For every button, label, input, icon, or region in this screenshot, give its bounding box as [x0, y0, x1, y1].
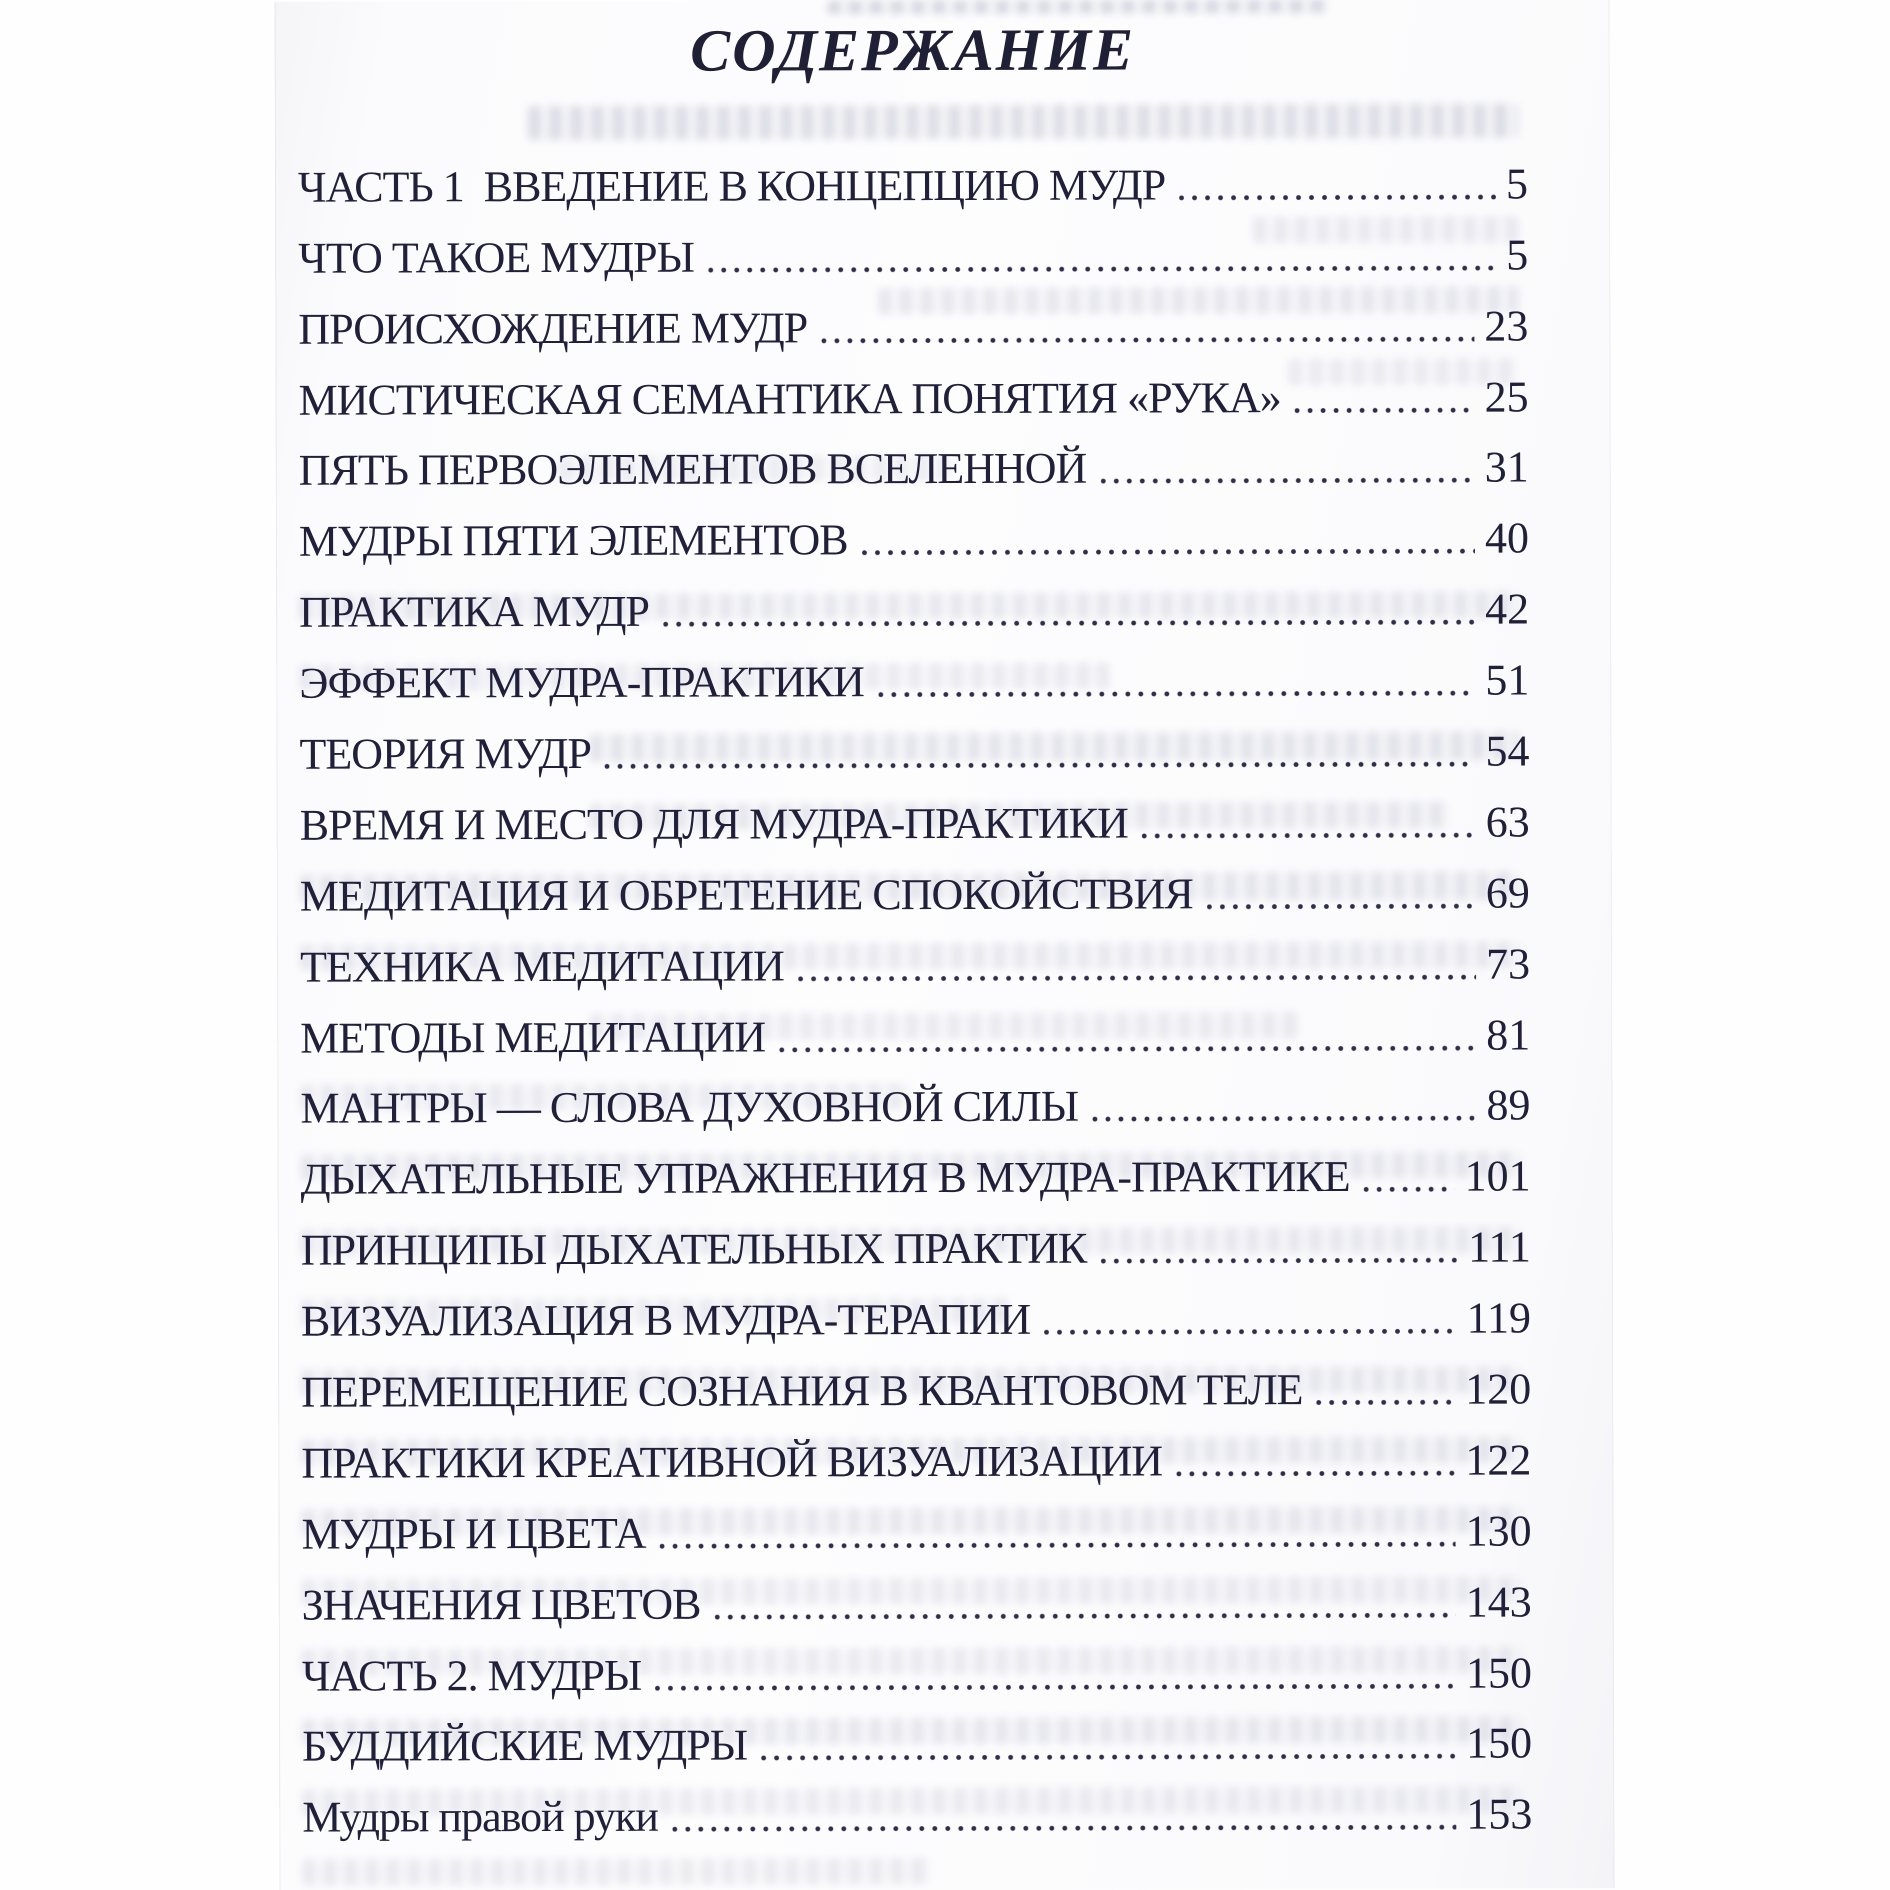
toc-entry-label: ВИЗУАЛИЗАЦИЯ В МУДРА-ТЕРАПИИ — [300, 1294, 1031, 1346]
toc-entry — [301, 1141, 1531, 1215]
toc-entry-label: ТЕХНИКА МЕДИТАЦИИ — [299, 941, 784, 992]
toc-entry-page-number: 120 — [1465, 1364, 1532, 1414]
toc-entry-label: ЭФФЕКТ МУДРА-ПРАКТИКИ — [299, 657, 864, 708]
toc-entry — [302, 1779, 1532, 1853]
toc-entry-label: МУДРЫ И ЦВЕТА — [301, 1508, 646, 1559]
toc-entry-page-number: 119 — [1466, 1293, 1532, 1343]
toc-entry — [298, 290, 1528, 364]
toc-entry-page-number: 40 — [1484, 513, 1530, 563]
bleed-through-artifact — [528, 103, 1518, 140]
toc-entry-label: МЕДИТАЦИЯ И ОБРЕТЕНИЕ СПОКОЙСТВИЯ — [299, 869, 1193, 921]
toc-entry — [301, 1354, 1531, 1428]
toc-entry-label: МАНТРЫ — СЛОВА ДУХОВНОЙ СИЛЫ — [300, 1082, 1079, 1134]
toc-title: СОДЕРЖАНИЕ — [690, 16, 1136, 84]
toc-dotted-leader — [672, 1825, 1456, 1832]
toc-dotted-leader — [605, 762, 1476, 769]
toc-entry — [298, 219, 1528, 293]
toc-entry-label: ПРИНЦИПЫ ДЫХАТЕЛЬНЫХ ПРАКТИК — [300, 1223, 1087, 1275]
bleed-through-artifact — [302, 1858, 932, 1886]
toc-entry-label: ВРЕМЯ И МЕСТО ДЛЯ МУДРА-ПРАКТИКИ — [299, 798, 1128, 850]
toc-entry-label: МИСТИЧЕСКАЯ СЕМАНТИКА ПОНЯТИЯ «РУКА» — [298, 372, 1281, 425]
toc-entry-page-number: 69 — [1485, 868, 1530, 918]
book-page — [275, 0, 1615, 1890]
toc-entry — [302, 1566, 1532, 1640]
toc-dotted-leader — [1295, 407, 1475, 412]
toc-entry-label: ПРАКТИКИ КРЕАТИВНОЙ ВИЗУАЛИЗАЦИИ — [301, 1436, 1163, 1488]
toc-entry-page-number: 31 — [1484, 442, 1529, 493]
toc-entry — [301, 1495, 1531, 1569]
toc-entry-page-number: 5 — [1505, 159, 1529, 209]
toc-entry-page-number: 130 — [1465, 1506, 1532, 1556]
toc-entry-page-number: 63 — [1485, 797, 1530, 847]
toc-entry-page-number: 51 — [1485, 655, 1530, 705]
toc-dotted-leader — [1176, 1471, 1455, 1477]
toc-entry-label: ДЫХАТЕЛЬНЫЕ УПРАЖНЕНИЯ В МУДРА-ПРАКТИКЕ — [300, 1152, 1350, 1205]
toc-dotted-leader — [1100, 1258, 1458, 1264]
toc-entry — [298, 361, 1528, 435]
toc-dotted-leader — [659, 1541, 1455, 1548]
toc-dotted-leader — [663, 620, 1475, 627]
toc-entry-page-number: 143 — [1465, 1577, 1532, 1627]
toc-entry — [301, 1283, 1531, 1357]
toc-entry-page-number: 89 — [1486, 1080, 1531, 1131]
toc-entry-page-number: 153 — [1466, 1789, 1533, 1840]
toc-entry-page-number: 42 — [1485, 584, 1530, 634]
toc-entry-page-number: 150 — [1466, 1718, 1533, 1769]
toc-entry-label: ЧАСТЬ 1 ВВЕДЕНИЕ В КОНЦЕПЦИЮ МУДР — [297, 160, 1166, 212]
toc-entry-label: Мудры правой руки — [302, 1792, 659, 1843]
toc-entry — [299, 645, 1529, 719]
toc-dotted-leader — [761, 1754, 1456, 1761]
toc-entry-label: ЗНАЧЕНИЯ ЦВЕТОВ — [301, 1579, 701, 1630]
toc-entry-label: ЧАСТЬ 2. МУДРЫ — [301, 1650, 642, 1701]
toc-entry-label: ПЕРЕМЕЩЕНИЕ СОЗНАНИЯ В КВАНТОВОМ ТЕЛЕ — [301, 1365, 1303, 1417]
toc-entry — [300, 1070, 1530, 1144]
toc-dotted-leader — [862, 549, 1475, 556]
toc-entry-label: БУДДИЙСКИЕ МУДРЫ — [302, 1721, 748, 1772]
toc-entry-page-number: 122 — [1465, 1435, 1532, 1485]
toc-entry — [299, 432, 1529, 506]
toc-entry-label: ЧТО ТАКОЕ МУДРЫ — [298, 232, 694, 283]
toc-entry-label: ПРАКТИКА МУДР — [299, 587, 650, 637]
toc-dotted-leader — [1092, 1116, 1476, 1122]
toc-dotted-leader — [798, 974, 1476, 981]
toc-dotted-leader — [1044, 1329, 1457, 1335]
toc-entry — [302, 1637, 1532, 1711]
toc-dotted-leader — [1179, 194, 1496, 200]
bleed-through-artifact — [828, 0, 1328, 14]
toc-entry — [299, 503, 1529, 577]
toc-entry — [301, 1424, 1531, 1498]
toc-entry-page-number: 54 — [1485, 726, 1530, 776]
toc-dotted-leader — [821, 336, 1474, 343]
toc-entry-page-number: 25 — [1484, 372, 1529, 422]
toc-entry — [299, 716, 1529, 790]
toc-entry — [298, 148, 1528, 222]
toc-entry-page-number: 111 — [1467, 1222, 1531, 1272]
toc-list — [298, 148, 1532, 1853]
toc-entry — [301, 1212, 1531, 1286]
toc-dotted-leader — [1317, 1400, 1456, 1405]
toc-entry — [300, 928, 1530, 1002]
toc-entry-page-number: 23 — [1484, 301, 1529, 351]
toc-dotted-leader — [1100, 478, 1474, 484]
toc-entry-label: МЕТОДЫ МЕДИТАЦИИ — [300, 1012, 766, 1063]
toc-dotted-leader — [1207, 903, 1476, 909]
toc-entry-page-number: 150 — [1465, 1648, 1532, 1698]
toc-dotted-leader — [779, 1045, 1476, 1052]
toc-entry-label: МУДРЫ ПЯТИ ЭЛЕМЕНТОВ — [298, 515, 848, 567]
toc-entry — [300, 786, 1530, 860]
toc-dotted-leader — [1142, 833, 1476, 839]
toc-dotted-leader — [714, 1612, 1455, 1619]
toc-entry — [299, 574, 1529, 648]
toc-entry-page-number: 73 — [1485, 939, 1531, 989]
toc-entry-page-number: 5 — [1506, 230, 1529, 280]
toc-dotted-leader — [878, 691, 1475, 698]
toc-dotted-leader — [708, 265, 1496, 272]
bleed-through-layer — [275, 0, 1610, 2]
toc-dotted-leader — [1364, 1187, 1455, 1192]
toc-dotted-leader — [655, 1683, 1456, 1690]
toc-entry — [302, 1708, 1532, 1782]
toc-entry-label: ПЯТЬ ПЕРВОЭЛЕМЕНТОВ ВСЕЛЕННОЙ — [298, 444, 1087, 496]
toc-entry — [300, 999, 1530, 1073]
toc-entry — [300, 857, 1530, 931]
toc-entry-page-number: 81 — [1486, 1010, 1531, 1060]
toc-entry-page-number: 101 — [1464, 1151, 1531, 1201]
toc-entry-label: ПРОИСХОЖДЕНИЕ МУДР — [298, 303, 808, 354]
toc-entry-label: ТЕОРИЯ МУДР — [299, 728, 591, 779]
